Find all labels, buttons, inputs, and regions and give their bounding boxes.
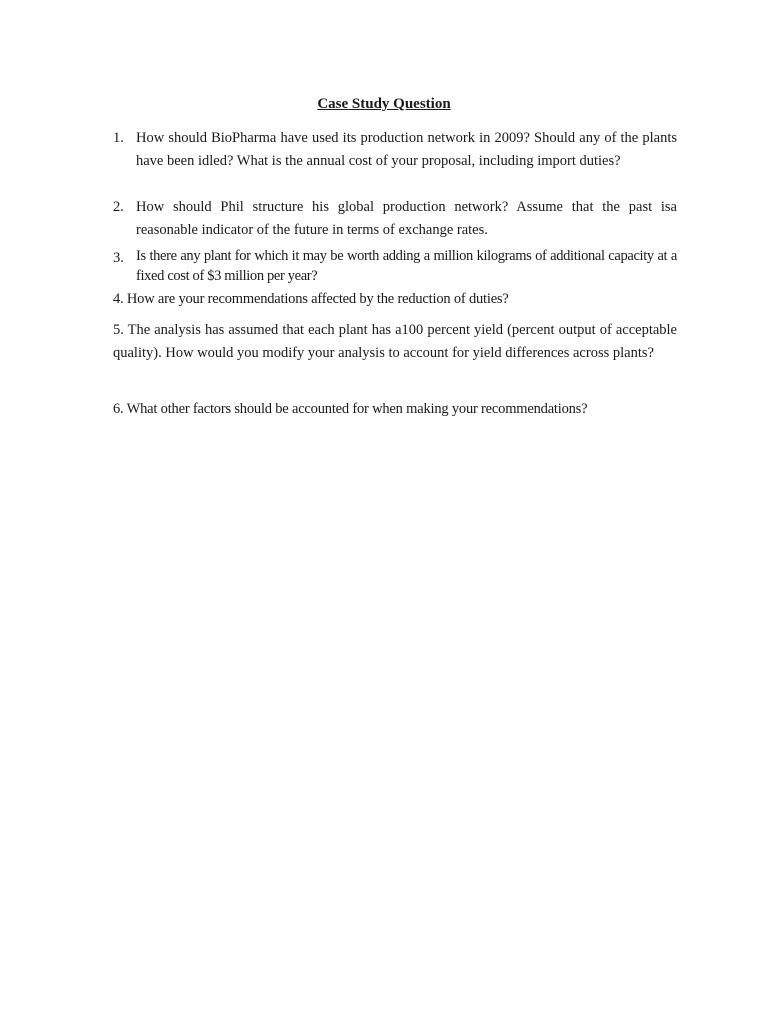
question-5: 5. The analysis has assumed that each plant has a100 percent yield (percent output of acceptable quality). How would you modify your analysis to account for yield differences across plants? <box>113 322 677 361</box>
question-4: 4. How are your recommendations affected by the reduction of duties? <box>113 291 509 307</box>
question-text: Is there any plant for which it may be worth adding a million kilograms of additional capacity at a fixed cost of $3 million per year? <box>136 248 677 284</box>
question-text: How should BioPharma have used its production network in 2009? Should any of the plants have been idled? What is the annual cost of your proposal, including import duties? <box>136 130 677 169</box>
question-3 <box>113 247 677 286</box>
question-number: 1. <box>113 130 124 146</box>
question-number: 3. <box>113 250 124 266</box>
question-text: How should Phil structure his global production network? Assume that the past isa reasonable indicator of the future in terms of exchange rates. <box>136 199 677 238</box>
question-6: 6. What other factors should be accounted for when making your recommendations? <box>113 401 588 417</box>
question-number: 2. <box>113 199 124 215</box>
question-2 <box>113 196 677 241</box>
question-1 <box>113 127 677 172</box>
document-title: Case Study Question <box>317 96 451 112</box>
